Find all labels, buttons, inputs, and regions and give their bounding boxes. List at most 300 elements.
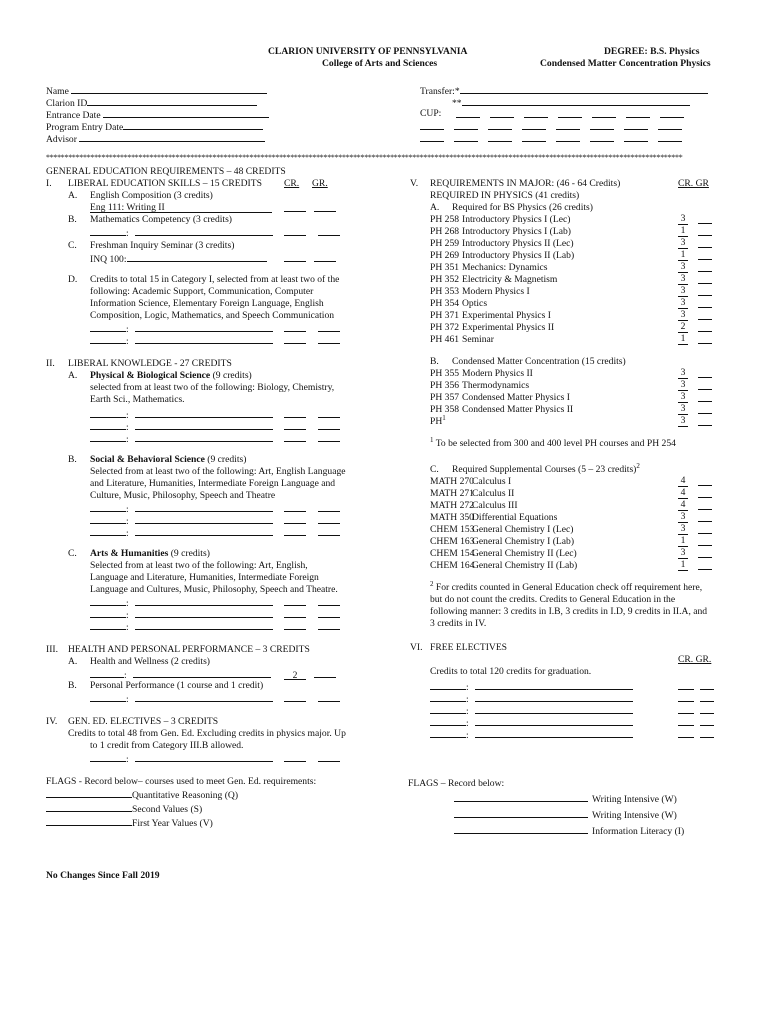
flag-blank[interactable] — [454, 824, 588, 834]
course-name: Mechanics: Dynamics — [462, 262, 548, 273]
text-line: Culture, Music, Philosophy, Speech and Theatre — [90, 490, 276, 501]
major-course-row — [430, 322, 720, 334]
major-course-row — [430, 548, 720, 560]
gen-ed-flags[interactable] — [46, 788, 238, 830]
course-code-blank[interactable] — [90, 514, 126, 524]
course-name-blank[interactable] — [135, 752, 273, 762]
grade-blank[interactable] — [700, 716, 714, 726]
course-code: PH 352 — [430, 274, 460, 285]
course-code-blank[interactable] — [90, 420, 126, 430]
course-entry-row[interactable] — [90, 608, 350, 620]
grade-blank[interactable] — [698, 548, 712, 558]
credit-blank[interactable] — [284, 334, 306, 344]
course-code-blank[interactable] — [90, 596, 126, 606]
s2c-text — [90, 560, 338, 596]
major-flags-title: FLAGS – Record below: — [408, 778, 505, 789]
course-credits: 3 — [678, 274, 688, 285]
course-credits: 1 — [678, 536, 688, 547]
grade-blank[interactable] — [700, 692, 714, 702]
course-credits: 4 — [678, 488, 688, 499]
grade-blank[interactable] — [318, 432, 340, 442]
credit-blank[interactable] — [678, 704, 694, 714]
credit-blank[interactable] — [678, 680, 694, 690]
elective-code-blank[interactable] — [430, 692, 466, 702]
math-competency-row[interactable] — [90, 226, 350, 238]
credit-blank[interactable] — [678, 728, 694, 738]
entrance-date-label: Entrance Date — [46, 110, 101, 121]
course-name-blank[interactable] — [135, 226, 273, 236]
section-2-num: II. — [46, 358, 55, 369]
section-1-title: LIBERAL EDUCATION SKILLS – 15 CREDITS — [68, 178, 262, 189]
course-name: Condensed Matter Physics I — [462, 392, 570, 403]
major-course-row — [430, 334, 720, 346]
s4-text — [68, 728, 346, 752]
course-credits: 3 — [678, 238, 688, 249]
free-electives-note: Credits to total 120 credits for graduation. — [430, 666, 592, 677]
cup-blank[interactable] — [524, 108, 548, 118]
major-b-courses — [430, 368, 720, 428]
course-name: Modern Physics I — [462, 286, 530, 297]
free-elective-row[interactable] — [430, 680, 720, 692]
cup-blank[interactable] — [590, 120, 614, 130]
major-cr-gr-header: CR. GR — [678, 178, 709, 189]
course-code-blank[interactable] — [90, 334, 126, 344]
course-entry-row[interactable] — [90, 226, 350, 238]
flag-blank[interactable] — [454, 808, 588, 818]
major-flags[interactable] — [454, 792, 684, 840]
grade-blank[interactable] — [698, 298, 712, 308]
grade-blank[interactable] — [318, 620, 340, 630]
colon: : — [126, 324, 129, 335]
flag-label: Writing Intensive (W) — [592, 810, 677, 821]
course-credits: 3 — [678, 512, 688, 523]
section-3-title: HEALTH AND PERSONAL PERFORMANCE – 3 CREDITS — [68, 644, 310, 655]
elective-name-blank[interactable] — [475, 692, 633, 702]
grade-blank[interactable] — [698, 476, 712, 486]
grade-blank[interactable] — [700, 704, 714, 714]
course-credits: 3 — [678, 404, 688, 415]
course-credits: 3 — [678, 286, 688, 297]
course-code-blank[interactable] — [90, 322, 126, 332]
course-code-blank[interactable] — [90, 226, 126, 236]
course-code: MATH 271 — [430, 488, 474, 499]
course-entry-row[interactable] — [90, 596, 350, 608]
grade-blank[interactable] — [318, 608, 340, 618]
course-entry-row[interactable] — [90, 526, 350, 538]
major-course-row — [430, 413, 720, 428]
major-course-row — [430, 274, 720, 286]
cup-blank[interactable] — [488, 132, 512, 142]
inq100-row[interactable] — [90, 252, 267, 266]
cup-blank[interactable] — [624, 132, 648, 142]
inq100-crgr[interactable] — [284, 252, 336, 266]
cup-blank[interactable] — [658, 120, 682, 130]
free-elective-row[interactable] — [430, 692, 720, 704]
s2a-rows[interactable] — [90, 408, 350, 444]
major-course-row — [430, 310, 720, 322]
s1c-letter: C. — [68, 240, 77, 251]
english-composition-label: English Composition (3 credits) — [90, 190, 213, 201]
free-elective-rows[interactable] — [430, 680, 720, 740]
course-name-blank[interactable] — [135, 692, 273, 702]
course-code: PH — [430, 416, 443, 427]
course-name: Modern Physics II — [462, 368, 533, 379]
note-2-line — [430, 579, 707, 594]
cup-blank[interactable] — [454, 132, 478, 142]
course-code-blank[interactable] — [90, 526, 126, 536]
freshman-inquiry-label: Freshman Inquiry Seminar (3 credits) — [90, 240, 235, 251]
grade-blank[interactable] — [698, 310, 712, 320]
course-name-blank[interactable] — [135, 420, 273, 430]
course-name-blank[interactable] — [135, 608, 273, 618]
elective-name-blank[interactable] — [475, 716, 633, 726]
course-code: CHEM 154 — [430, 548, 475, 559]
s3b-letter: B. — [68, 680, 77, 691]
major-b-title: Condensed Matter Concentration (15 credits) — [452, 356, 626, 367]
major-course-row — [430, 380, 720, 392]
course-entry-row[interactable] — [90, 620, 350, 632]
credit-blank[interactable] — [284, 692, 306, 702]
cup-blank[interactable] — [488, 120, 512, 130]
flag-blank[interactable] — [46, 816, 132, 826]
grade-blank[interactable] — [698, 488, 712, 498]
credit-blank[interactable] — [284, 514, 306, 524]
colon: : — [126, 422, 129, 433]
course-name-blank[interactable] — [135, 514, 273, 524]
credit-blank[interactable] — [284, 408, 306, 418]
course-name-blank[interactable] — [135, 334, 273, 344]
grade-blank[interactable] — [318, 526, 340, 536]
text-line: Credits to total 15 in Category I, selected from at least two of the — [90, 274, 340, 285]
course-code: PH 357 — [430, 392, 460, 403]
course-name-blank[interactable] — [135, 408, 273, 418]
cup-blank[interactable] — [558, 108, 582, 118]
elective-code-blank[interactable] — [430, 680, 466, 690]
text-line: following: Academic Support, Communication, Computer — [90, 286, 314, 297]
grade-blank[interactable] — [698, 334, 712, 344]
major-course-row — [430, 238, 720, 250]
inq100-course: INQ 100: — [90, 254, 127, 265]
flag-label: Second Values (S) — [132, 804, 203, 815]
course-name: Experimental Physics II — [462, 322, 555, 333]
health-wellness-row[interactable]: : — [90, 668, 271, 682]
text-line: selected from at least two of the following: Biology, Chemistry, — [90, 382, 335, 393]
major-a-title: Required for BS Physics (26 credits) — [452, 202, 593, 213]
cup-blank[interactable] — [522, 120, 546, 130]
colon: : — [126, 516, 129, 527]
colon: : — [126, 504, 129, 515]
course-credits: 3 — [678, 368, 688, 379]
s2c-rows[interactable] — [90, 596, 350, 632]
colon: : — [466, 682, 469, 693]
eng111-row[interactable] — [90, 202, 272, 214]
credit-blank[interactable] — [284, 596, 306, 606]
gen-ed-flag-row[interactable] — [46, 788, 238, 802]
elective-name-blank[interactable] — [475, 728, 633, 738]
grade-blank[interactable] — [698, 238, 712, 248]
credit-blank[interactable] — [284, 620, 306, 630]
flag-blank[interactable] — [46, 788, 132, 798]
grade-blank[interactable] — [698, 368, 712, 378]
major-course-row — [430, 500, 720, 512]
clarion-id-label: Clarion ID — [46, 98, 88, 109]
course-name-blank[interactable] — [135, 526, 273, 536]
major-flag-row[interactable] — [454, 792, 684, 808]
course-code: MATH 270 — [430, 476, 474, 487]
course-credits: 3 — [678, 214, 688, 225]
course-code-blank[interactable] — [90, 608, 126, 618]
course-code: PH 372 — [430, 322, 460, 333]
concentration-title: Condensed Matter Concentration Physics — [540, 58, 711, 69]
major-course-row — [430, 488, 720, 500]
course-entry-row[interactable] — [90, 334, 350, 346]
s1d-letter: D. — [68, 274, 78, 285]
section-6-num: VI. — [410, 642, 423, 653]
course-credits: 3 — [678, 298, 688, 309]
elective-code-blank[interactable] — [430, 704, 466, 714]
grade-blank[interactable] — [318, 226, 340, 236]
gen-ed-flag-row[interactable] — [46, 816, 238, 830]
s2c-letter: C. — [68, 548, 77, 559]
grade-blank[interactable] — [698, 214, 712, 224]
s2b-rows[interactable] — [90, 502, 350, 538]
course-entry-row[interactable] — [90, 752, 350, 764]
cup-blank[interactable] — [490, 108, 514, 118]
course-code-blank[interactable] — [90, 752, 126, 762]
course-code: MATH 272 — [430, 500, 474, 511]
course-code-blank[interactable] — [90, 692, 126, 702]
credit-blank[interactable] — [284, 752, 306, 762]
name-label: Name — [46, 86, 69, 97]
text-line: and Literature, Humanities, Intermediate Foreign Language and — [90, 478, 336, 489]
major-course-row — [430, 524, 720, 536]
note-2-line — [430, 594, 707, 606]
cup-label: CUP: — [420, 108, 442, 119]
course-name: Optics — [462, 298, 488, 309]
course-credits: 1 — [678, 334, 688, 345]
major-a-letter: A. — [430, 202, 440, 213]
cup-blank[interactable] — [420, 120, 444, 130]
grade-blank[interactable] — [700, 728, 714, 738]
course-code: PH 268 — [430, 226, 460, 237]
free-electives-cr-gr-header: CR. GR. — [678, 654, 712, 665]
text-line: Language and Cultures, Music, Philosophy, Speech and Theatre. — [90, 584, 338, 595]
course-name-blank[interactable] — [135, 322, 273, 332]
flag-blank[interactable] — [454, 792, 588, 802]
course-code-blank[interactable] — [90, 620, 126, 630]
cup-blank[interactable] — [556, 132, 580, 142]
course-credits: 4 — [678, 476, 688, 487]
health-wellness-label: Health and Wellness (2 credits) — [90, 656, 211, 667]
course-code: MATH 350 — [430, 512, 474, 523]
course-code: PH 358 — [430, 404, 460, 415]
course-code-blank[interactable] — [90, 502, 126, 512]
eng111-course: Eng 111: Writing II — [90, 202, 165, 213]
s3b-rows[interactable] — [90, 692, 350, 704]
course-code: CHEM 164 — [430, 560, 475, 571]
grade-blank[interactable] — [698, 524, 712, 534]
course-code: PH 353 — [430, 286, 460, 297]
credit-blank[interactable] — [284, 322, 306, 332]
course-code: PH 356 — [430, 380, 460, 391]
grade-blank[interactable] — [318, 322, 340, 332]
text-line: Selected from at least two of the following: Art, English, — [90, 560, 308, 571]
course-code-blank[interactable] — [90, 432, 126, 442]
major-course-row — [430, 250, 720, 262]
cup-blank[interactable] — [556, 120, 580, 130]
major-course-row — [430, 512, 720, 524]
course-name: Seminar — [462, 334, 494, 345]
elective-code-blank[interactable] — [430, 716, 466, 726]
cup-blank[interactable] — [660, 108, 684, 118]
grade-blank[interactable] — [698, 416, 712, 426]
course-name: General Chemistry II (Lab) — [472, 560, 578, 571]
course-entry-row[interactable] — [90, 322, 350, 334]
course-name: Differential Equations — [472, 512, 558, 523]
major-course-row — [430, 560, 720, 572]
course-credits: 3 — [678, 524, 688, 535]
major-c-courses — [430, 476, 720, 572]
grade-blank[interactable] — [698, 500, 712, 510]
cup-blanks-row3[interactable] — [420, 132, 692, 146]
grade-blank[interactable] — [698, 512, 712, 522]
cup-blank[interactable] — [658, 132, 682, 142]
course-credits: 1 — [678, 250, 688, 261]
s1d-rows[interactable] — [90, 322, 350, 346]
required-physics-title: REQUIRED IN PHYSICS (41 credits) — [430, 190, 580, 201]
eng111-crgr[interactable] — [284, 202, 336, 216]
course-entry-row[interactable] — [90, 502, 350, 514]
free-elective-row[interactable] — [430, 704, 720, 716]
grade-blank[interactable] — [698, 380, 712, 390]
cup-blank[interactable] — [590, 132, 614, 142]
credit-blank[interactable] — [284, 226, 306, 236]
grade-blank[interactable] — [700, 680, 714, 690]
gen-ed-flag-row[interactable] — [46, 802, 238, 816]
grade-blank[interactable] — [698, 404, 712, 414]
cup-blank[interactable] — [454, 120, 478, 130]
course-entry-row[interactable] — [90, 408, 350, 420]
course-name: Calculus I — [472, 476, 512, 487]
course-name: Introductory Physics II (Lab) — [462, 250, 575, 261]
grade-blank[interactable] — [698, 560, 712, 570]
note-2-line — [430, 618, 707, 630]
credit-blank[interactable] — [284, 502, 306, 512]
course-credits: 3 — [678, 416, 688, 427]
major-a-courses — [430, 214, 720, 346]
course-name: Introductory Physics I (Lec) — [462, 214, 571, 225]
major-flag-row[interactable] — [454, 824, 684, 840]
note-2-text: following manner: 3 credits in I.B, 3 credits in I.D, 9 credits in II.A, and — [430, 606, 708, 617]
colon: : — [466, 694, 469, 705]
elective-name-blank[interactable] — [475, 704, 633, 714]
grade-blank[interactable] — [318, 502, 340, 512]
s2a-letter: A. — [68, 370, 78, 381]
cup-blank[interactable] — [522, 132, 546, 142]
credit-blank[interactable] — [678, 716, 694, 726]
course-code-blank[interactable] — [90, 408, 126, 418]
health-wellness-crgr[interactable] — [284, 668, 336, 682]
course-entry-row[interactable] — [90, 514, 350, 526]
divider-stars: **************************************************************************************************************************************************************************** — [46, 153, 683, 162]
elective-name-blank[interactable] — [475, 680, 633, 690]
grade-blank[interactable] — [318, 514, 340, 524]
course-name-blank[interactable] — [135, 432, 273, 442]
grade-blank[interactable] — [318, 692, 340, 702]
grade-blank[interactable] — [698, 226, 712, 236]
credit-blank[interactable] — [284, 608, 306, 618]
course-credits: 3 — [678, 310, 688, 321]
credit-blank[interactable] — [284, 526, 306, 536]
cup-blank[interactable] — [456, 108, 480, 118]
grade-blank[interactable] — [698, 322, 712, 332]
grade-blank[interactable] — [698, 262, 712, 272]
text-line: Selected from at least two of the following: Art, English Language — [90, 466, 346, 477]
grade-blank[interactable] — [318, 420, 340, 430]
flag-blank[interactable] — [46, 802, 132, 812]
course-name-blank[interactable] — [135, 596, 273, 606]
footer-note: No Changes Since Fall 2019 — [46, 870, 160, 881]
colon: : — [126, 598, 129, 609]
credit-blank[interactable] — [284, 420, 306, 430]
cup-blank[interactable] — [624, 120, 648, 130]
grade-blank[interactable] — [698, 536, 712, 546]
grade-blank[interactable] — [698, 274, 712, 284]
grade-blank[interactable] — [698, 392, 712, 402]
section-3-num: III. — [46, 644, 58, 655]
free-elective-row[interactable] — [430, 728, 720, 740]
course-entry-row[interactable] — [90, 692, 350, 704]
section-4-title: GEN. ED. ELECTIVES – 3 CREDITS — [68, 716, 219, 727]
advisor-field[interactable] — [46, 132, 265, 146]
grade-blank[interactable] — [318, 408, 340, 418]
grade-blank[interactable] — [698, 250, 712, 260]
grade-blank[interactable] — [698, 286, 712, 296]
free-elective-row[interactable] — [430, 716, 720, 728]
course-entry-row[interactable] — [90, 420, 350, 432]
course-entry-row[interactable] — [90, 432, 350, 444]
cup-blank[interactable] — [420, 132, 444, 142]
s4-rows[interactable] — [90, 752, 350, 764]
math-competency-label: Mathematics Competency (3 credits) — [90, 214, 232, 225]
course-code: PH 351 — [430, 262, 460, 273]
colon: : — [466, 706, 469, 717]
course-credits: 4 — [678, 500, 688, 511]
cup-blank[interactable] — [626, 108, 650, 118]
grade-blank[interactable] — [318, 334, 340, 344]
elective-code-blank[interactable] — [430, 728, 466, 738]
major-flag-row[interactable] — [454, 808, 684, 824]
s2a-text — [90, 382, 334, 406]
major-course-row — [430, 226, 720, 238]
credit-blank[interactable] — [284, 432, 306, 442]
course-credits: 1 — [678, 226, 688, 237]
grade-blank[interactable] — [318, 596, 340, 606]
s2b-text — [90, 466, 346, 502]
course-name-blank[interactable] — [135, 502, 273, 512]
gr-header: GR. — [312, 178, 328, 189]
credit-blank[interactable] — [678, 692, 694, 702]
s1d-text — [90, 274, 339, 322]
grade-blank[interactable] — [318, 752, 340, 762]
flag-label: First Year Values (V) — [132, 818, 213, 829]
course-name: Calculus II — [472, 488, 515, 499]
college-name: College of Arts and Sciences — [322, 58, 438, 69]
major-course-row — [430, 404, 720, 416]
note-2-text: but do not count the credits. Credits to General Education in the — [430, 594, 676, 605]
course-name-blank[interactable] — [135, 620, 273, 630]
cup-blank[interactable] — [592, 108, 616, 118]
